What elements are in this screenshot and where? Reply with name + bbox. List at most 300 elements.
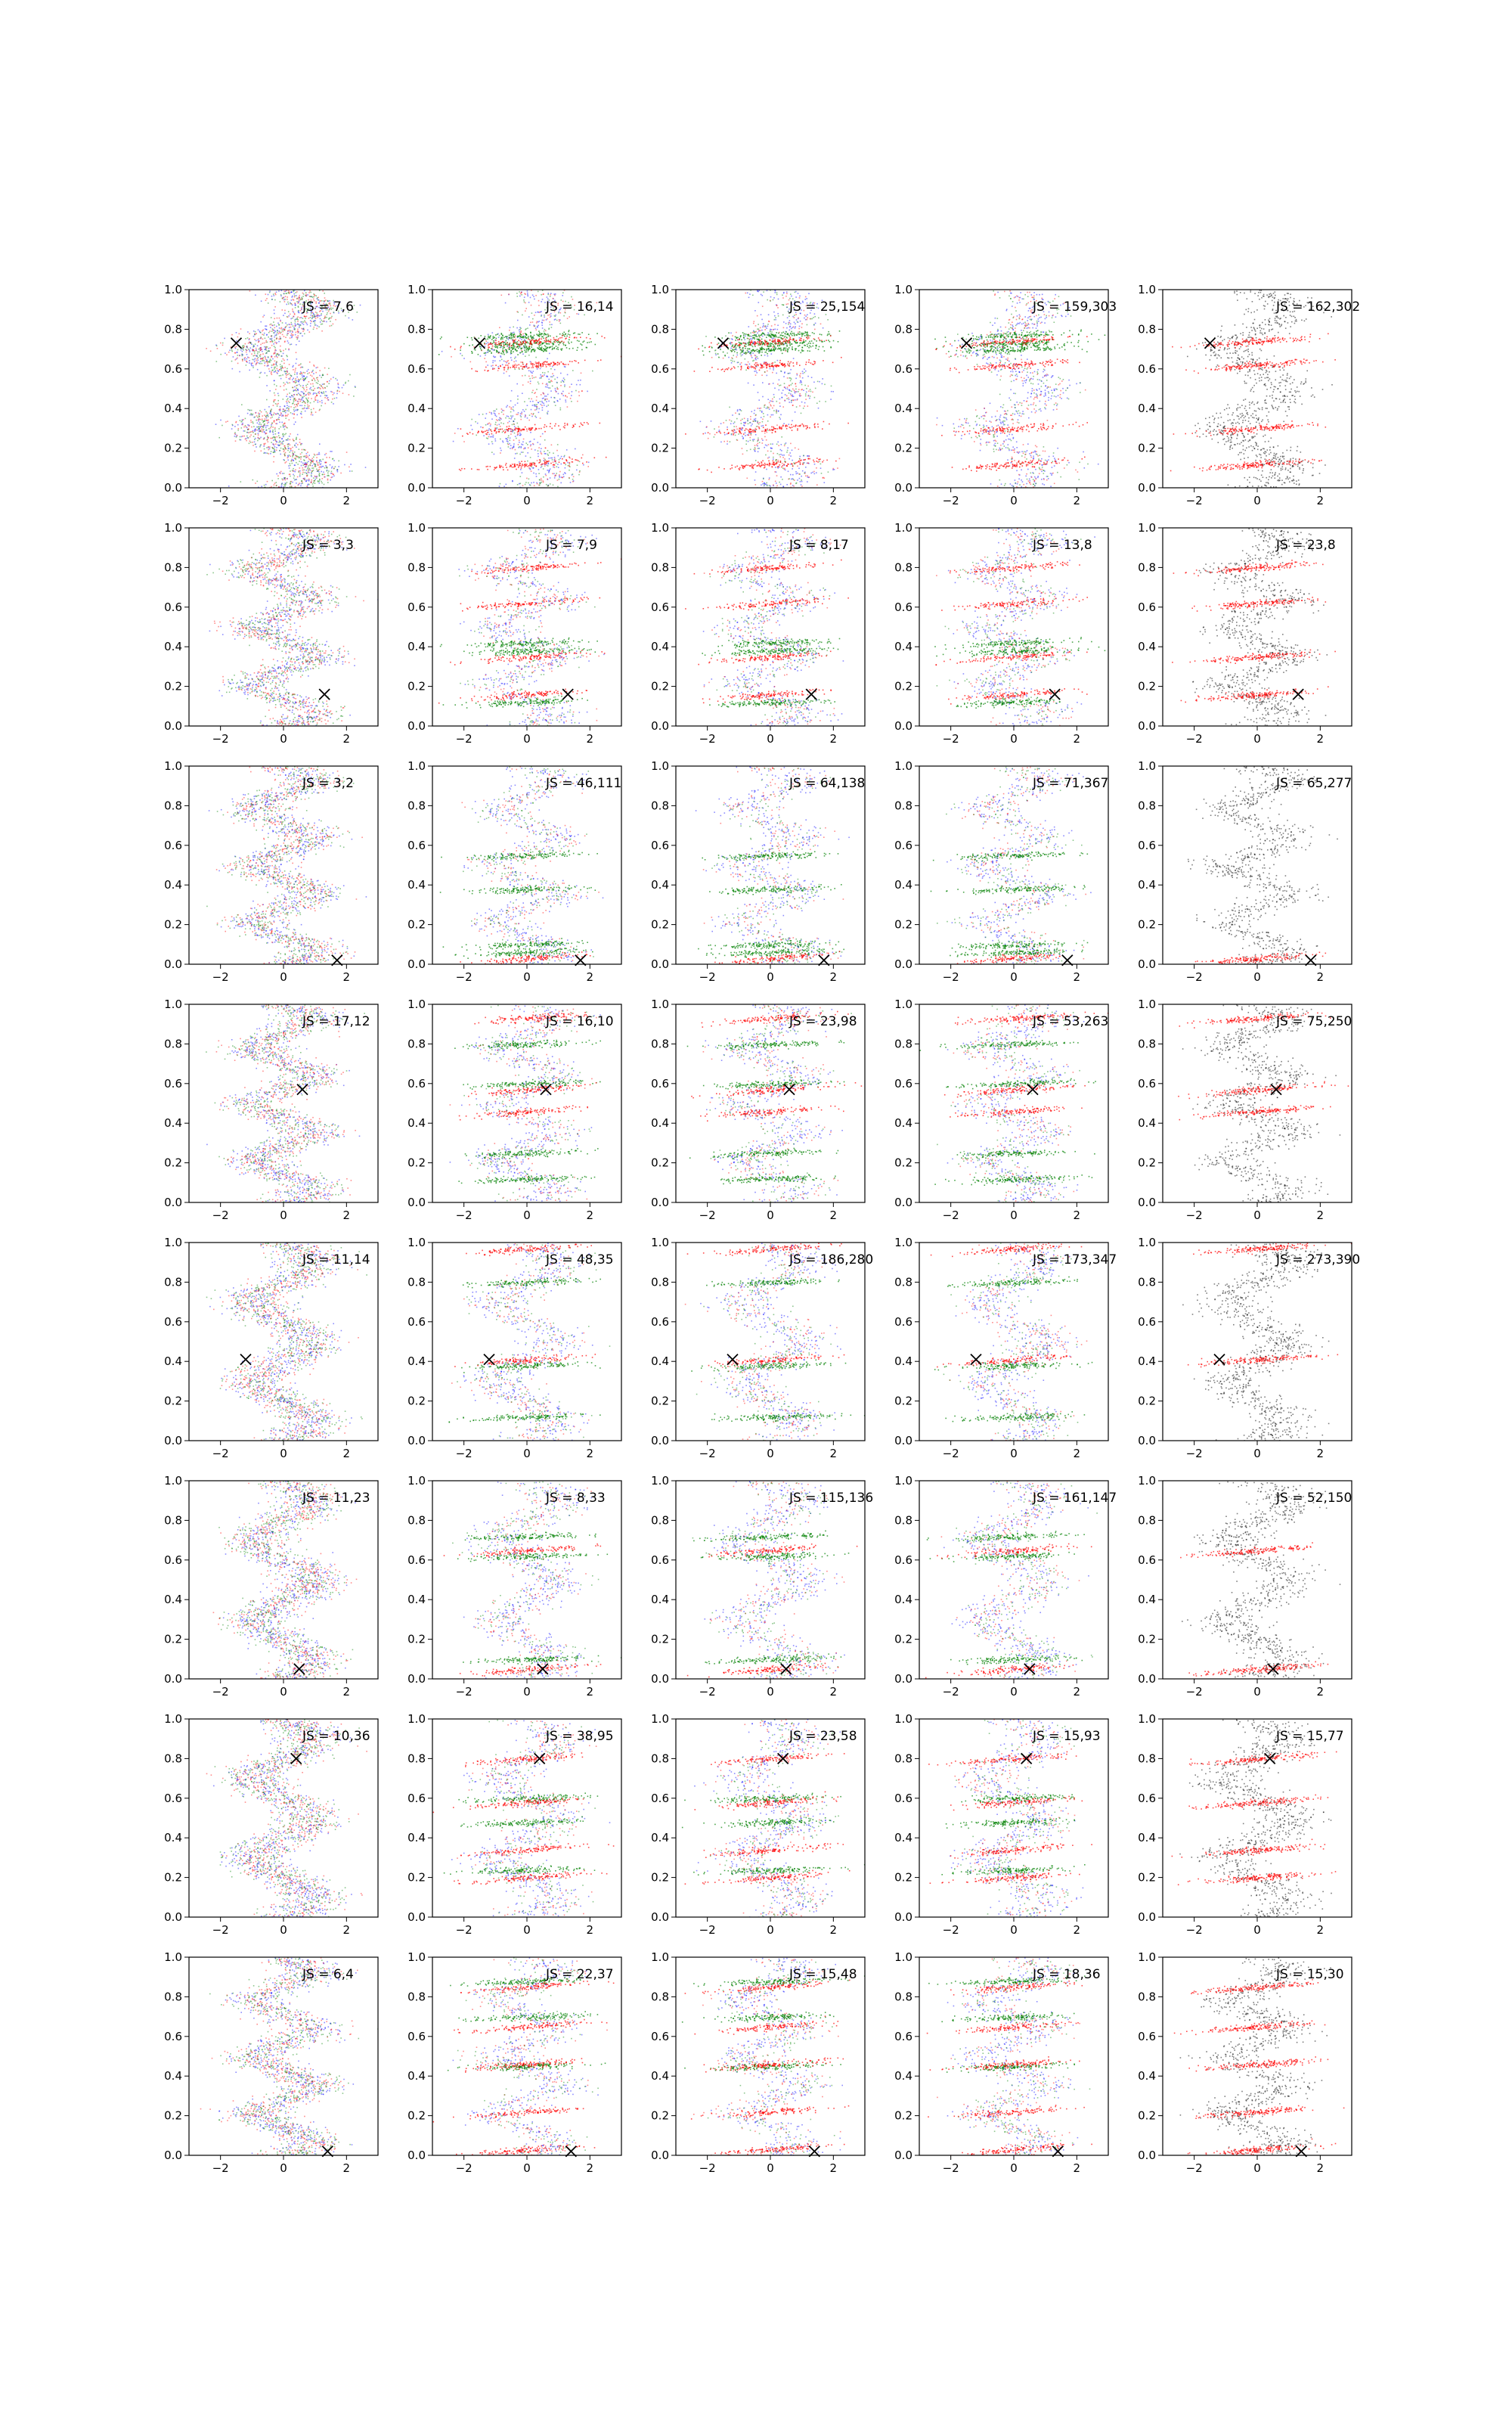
data-point	[766, 439, 767, 441]
data-point	[533, 371, 534, 372]
data-point	[513, 365, 514, 366]
data-point	[556, 466, 558, 467]
data-point	[274, 368, 275, 370]
data-point	[754, 419, 755, 420]
data-point	[308, 484, 310, 486]
data-point	[284, 367, 286, 368]
data-point	[531, 482, 532, 484]
data-point	[522, 444, 524, 445]
data-point	[235, 359, 237, 361]
data-point	[523, 439, 525, 440]
data-point	[541, 348, 542, 349]
data-point	[292, 336, 293, 337]
data-point	[782, 406, 784, 408]
data-point	[523, 299, 525, 301]
data-point	[511, 352, 513, 354]
data-point	[767, 430, 769, 431]
data-point	[287, 316, 288, 318]
data-point	[460, 347, 461, 349]
data-point	[547, 394, 549, 396]
data-point	[304, 464, 305, 465]
data-point	[279, 318, 280, 319]
data-point	[747, 420, 748, 422]
data-point	[560, 409, 562, 411]
data-point	[234, 352, 236, 354]
data-point	[508, 416, 510, 417]
data-point	[250, 347, 252, 349]
data-point	[266, 415, 268, 417]
data-point	[249, 443, 250, 445]
data-point	[518, 430, 519, 431]
data-point	[531, 430, 532, 431]
data-point	[492, 346, 494, 347]
data-point	[461, 468, 463, 470]
data-point	[536, 400, 538, 402]
data-point	[813, 317, 814, 318]
data-point	[519, 454, 521, 455]
data-point	[333, 403, 334, 405]
data-point	[236, 332, 237, 334]
data-point	[761, 485, 762, 486]
data-point	[775, 467, 776, 468]
data-point	[250, 343, 252, 344]
data-point	[317, 379, 318, 380]
data-point	[754, 420, 756, 422]
data-point	[791, 479, 792, 480]
data-point	[569, 339, 570, 340]
data-point	[528, 370, 530, 371]
data-point	[597, 360, 599, 361]
data-point	[552, 373, 553, 374]
data-point	[515, 335, 516, 337]
data-point	[547, 376, 548, 377]
data-point	[264, 365, 265, 367]
y-tick-label: 0.0	[164, 481, 182, 495]
data-point	[492, 368, 494, 370]
data-point	[763, 413, 764, 414]
data-point	[277, 370, 279, 371]
data-point	[782, 467, 784, 469]
data-point	[255, 343, 256, 345]
data-point	[507, 441, 508, 442]
data-point	[752, 346, 754, 348]
data-point	[829, 341, 831, 343]
data-point	[487, 469, 488, 470]
data-point	[756, 372, 758, 374]
data-point	[736, 426, 737, 427]
data-point	[557, 464, 559, 465]
data-point	[762, 442, 764, 444]
data-point	[555, 315, 556, 316]
data-point	[274, 420, 275, 422]
data-point	[771, 414, 773, 416]
data-point	[517, 354, 519, 355]
data-point	[267, 413, 268, 414]
data-point	[541, 347, 543, 349]
data-point	[541, 294, 542, 296]
data-point	[514, 458, 516, 459]
data-point	[499, 335, 500, 337]
data-point	[797, 399, 798, 401]
data-point	[276, 355, 277, 357]
data-point	[276, 361, 277, 363]
data-point	[310, 383, 311, 385]
data-point	[769, 408, 770, 410]
data-point	[491, 352, 492, 354]
data-point	[730, 360, 732, 361]
data-point	[260, 321, 262, 323]
data-point	[309, 331, 311, 333]
data-point	[269, 431, 271, 433]
data-point	[294, 329, 296, 330]
data-point	[799, 478, 801, 479]
data-point	[563, 344, 565, 346]
data-point	[493, 349, 494, 351]
data-point	[544, 405, 545, 406]
data-point	[799, 395, 801, 396]
data-point	[773, 383, 774, 384]
data-point	[733, 355, 734, 356]
data-point	[286, 461, 287, 463]
data-point	[249, 362, 250, 364]
data-point	[495, 422, 497, 424]
data-point	[727, 443, 728, 445]
data-point	[267, 351, 268, 352]
data-point	[781, 444, 782, 445]
data-point	[754, 310, 756, 312]
data-point	[816, 467, 817, 469]
data-point	[528, 465, 530, 467]
data-point	[773, 396, 775, 398]
data-point	[500, 423, 502, 424]
data-point	[276, 291, 277, 293]
data-point	[479, 414, 480, 415]
data-point	[784, 386, 785, 388]
data-point	[489, 337, 491, 338]
data-point	[569, 334, 571, 336]
data-point	[295, 334, 296, 336]
data-point	[271, 335, 273, 337]
data-point	[319, 391, 321, 392]
data-point	[544, 361, 546, 363]
data-point	[549, 343, 550, 345]
data-point	[471, 337, 472, 339]
data-point	[274, 430, 276, 432]
data-point	[569, 361, 571, 362]
data-point	[311, 458, 313, 460]
data-point	[759, 442, 761, 443]
data-point	[264, 315, 265, 316]
data-point	[508, 293, 510, 295]
data-point	[723, 358, 724, 359]
data-point	[319, 315, 321, 317]
data-point	[817, 381, 819, 383]
data-point	[514, 418, 516, 420]
data-point	[290, 318, 292, 320]
data-point	[758, 423, 759, 424]
data-point	[492, 365, 494, 367]
data-point	[547, 412, 548, 414]
data-point	[751, 411, 753, 413]
data-point	[528, 348, 530, 349]
data-point	[786, 484, 788, 486]
data-point	[766, 408, 767, 409]
data-point	[790, 377, 792, 379]
data-point	[487, 349, 488, 351]
data-point	[265, 342, 267, 343]
data-point	[789, 385, 790, 386]
data-point	[547, 334, 549, 335]
data-point	[762, 295, 764, 296]
data-point	[330, 391, 332, 392]
data-point	[569, 316, 570, 318]
data-point	[527, 348, 528, 349]
data-point	[470, 361, 472, 363]
data-point	[234, 346, 236, 348]
data-point	[258, 413, 259, 414]
data-point	[580, 337, 581, 338]
data-point	[548, 381, 550, 383]
data-point	[518, 340, 519, 341]
data-point	[311, 465, 313, 467]
data-point	[799, 296, 801, 297]
data-point	[776, 294, 778, 296]
data-point	[531, 364, 533, 365]
data-point	[495, 440, 497, 442]
data-point	[274, 367, 275, 368]
data-point	[276, 334, 277, 335]
data-point	[296, 437, 297, 439]
data-point	[240, 420, 241, 421]
data-point	[525, 352, 526, 353]
data-point	[538, 383, 540, 385]
data-point	[303, 329, 305, 330]
data-point	[540, 374, 541, 376]
data-point	[508, 436, 510, 437]
data-point	[277, 436, 278, 438]
data-point	[311, 372, 313, 374]
data-point	[783, 327, 785, 329]
data-point	[587, 422, 588, 424]
data-point	[272, 328, 274, 330]
data-point	[545, 464, 547, 465]
data-point	[519, 461, 520, 463]
data-point	[265, 349, 266, 350]
data-point	[251, 364, 253, 365]
data-point	[544, 364, 545, 365]
data-point	[540, 401, 541, 402]
data-point	[308, 393, 309, 395]
data-point	[540, 482, 541, 484]
data-point	[299, 467, 301, 469]
data-point	[556, 387, 558, 389]
data-point	[802, 470, 804, 472]
data-point	[520, 419, 522, 420]
data-point	[544, 396, 546, 397]
data-point	[538, 361, 540, 363]
data-point	[260, 332, 262, 334]
data-point	[550, 317, 551, 318]
data-point	[518, 348, 519, 349]
data-point	[780, 454, 782, 455]
data-point	[269, 290, 271, 292]
data-point	[331, 402, 333, 403]
data-point	[259, 439, 260, 440]
data-point	[306, 455, 308, 457]
data-point	[567, 318, 569, 319]
data-point	[473, 346, 475, 348]
data-point	[302, 385, 304, 386]
data-point	[500, 483, 501, 485]
data-point	[281, 370, 283, 371]
data-point	[528, 420, 530, 421]
data-point	[773, 457, 774, 458]
data-point	[259, 410, 261, 411]
data-point	[513, 340, 514, 342]
data-point	[284, 434, 286, 436]
data-point	[275, 403, 277, 405]
data-point	[572, 370, 574, 371]
js-annotation: JS = 16,14	[545, 299, 614, 315]
data-point	[485, 346, 486, 347]
data-point	[770, 400, 771, 402]
data-point	[286, 355, 287, 356]
data-point	[296, 414, 298, 416]
data-point	[319, 384, 321, 386]
data-point	[776, 412, 777, 414]
data-point	[290, 473, 291, 475]
data-point	[319, 409, 321, 411]
data-point	[280, 366, 281, 368]
data-point	[295, 471, 296, 473]
data-point	[251, 365, 253, 367]
data-point	[486, 438, 488, 439]
data-point	[535, 327, 537, 329]
data-point	[290, 456, 291, 458]
data-point	[279, 327, 280, 329]
data-point	[332, 458, 333, 460]
data-point	[522, 364, 524, 365]
data-point	[297, 329, 299, 330]
data-point	[277, 332, 278, 334]
data-point	[293, 291, 295, 293]
data-point	[547, 385, 549, 386]
data-point	[287, 478, 288, 479]
data-point	[299, 380, 300, 381]
data-point	[555, 405, 556, 406]
data-point	[520, 330, 522, 332]
data-point	[297, 316, 299, 318]
data-point	[257, 369, 259, 371]
data-point	[270, 411, 271, 413]
data-point	[287, 408, 288, 409]
data-point	[507, 441, 509, 442]
data-point	[513, 439, 515, 441]
data-point	[487, 371, 488, 372]
data-point	[758, 399, 760, 401]
data-point	[506, 484, 507, 486]
data-point	[529, 442, 531, 443]
data-point	[281, 327, 283, 329]
data-point	[283, 358, 284, 360]
data-point	[509, 347, 510, 349]
data-point	[496, 338, 497, 340]
data-point	[761, 294, 762, 296]
data-point	[700, 421, 702, 423]
data-point	[274, 347, 276, 349]
data-point	[490, 430, 491, 431]
data-point	[279, 409, 280, 411]
data-point	[268, 365, 269, 366]
data-point	[759, 408, 761, 409]
data-point	[521, 416, 522, 417]
data-point	[522, 392, 523, 394]
data-point	[503, 423, 504, 424]
data-point	[767, 414, 769, 416]
data-point	[438, 354, 440, 355]
data-point	[541, 334, 542, 335]
data-point	[540, 444, 541, 445]
data-point	[782, 304, 783, 306]
data-point	[263, 430, 265, 431]
data-point	[345, 382, 347, 383]
data-point	[748, 433, 750, 434]
data-point	[298, 402, 299, 404]
data-point	[758, 328, 760, 330]
data-point	[290, 412, 292, 414]
data-point	[714, 434, 716, 436]
data-point	[804, 372, 805, 374]
data-point	[769, 479, 770, 480]
data-point	[768, 314, 770, 315]
data-point	[548, 387, 550, 389]
data-point	[572, 461, 574, 463]
data-point	[462, 355, 463, 356]
data-point	[259, 341, 260, 343]
data-point	[231, 361, 233, 362]
data-point	[313, 467, 314, 469]
data-point	[254, 334, 256, 336]
data-point	[522, 351, 523, 352]
data-point	[303, 396, 305, 397]
data-point	[510, 415, 512, 417]
data-point	[809, 456, 810, 458]
data-point	[784, 400, 785, 402]
data-point	[286, 396, 287, 397]
data-point	[306, 464, 308, 466]
data-point	[814, 473, 816, 475]
data-point	[569, 343, 570, 344]
data-point	[285, 299, 287, 300]
data-point	[820, 464, 822, 465]
data-point	[527, 327, 528, 329]
data-point	[542, 320, 544, 321]
data-point	[802, 371, 804, 372]
data-point	[522, 485, 524, 486]
data-point	[806, 392, 807, 393]
data-point	[547, 371, 549, 373]
data-point	[760, 330, 761, 332]
data-point	[732, 361, 733, 362]
data-point	[519, 338, 521, 340]
data-point	[767, 371, 768, 372]
data-point	[532, 321, 534, 323]
data-point	[222, 425, 223, 427]
data-point	[268, 428, 270, 430]
data-point	[292, 403, 293, 405]
data-point	[274, 436, 276, 438]
data-point	[558, 467, 559, 468]
